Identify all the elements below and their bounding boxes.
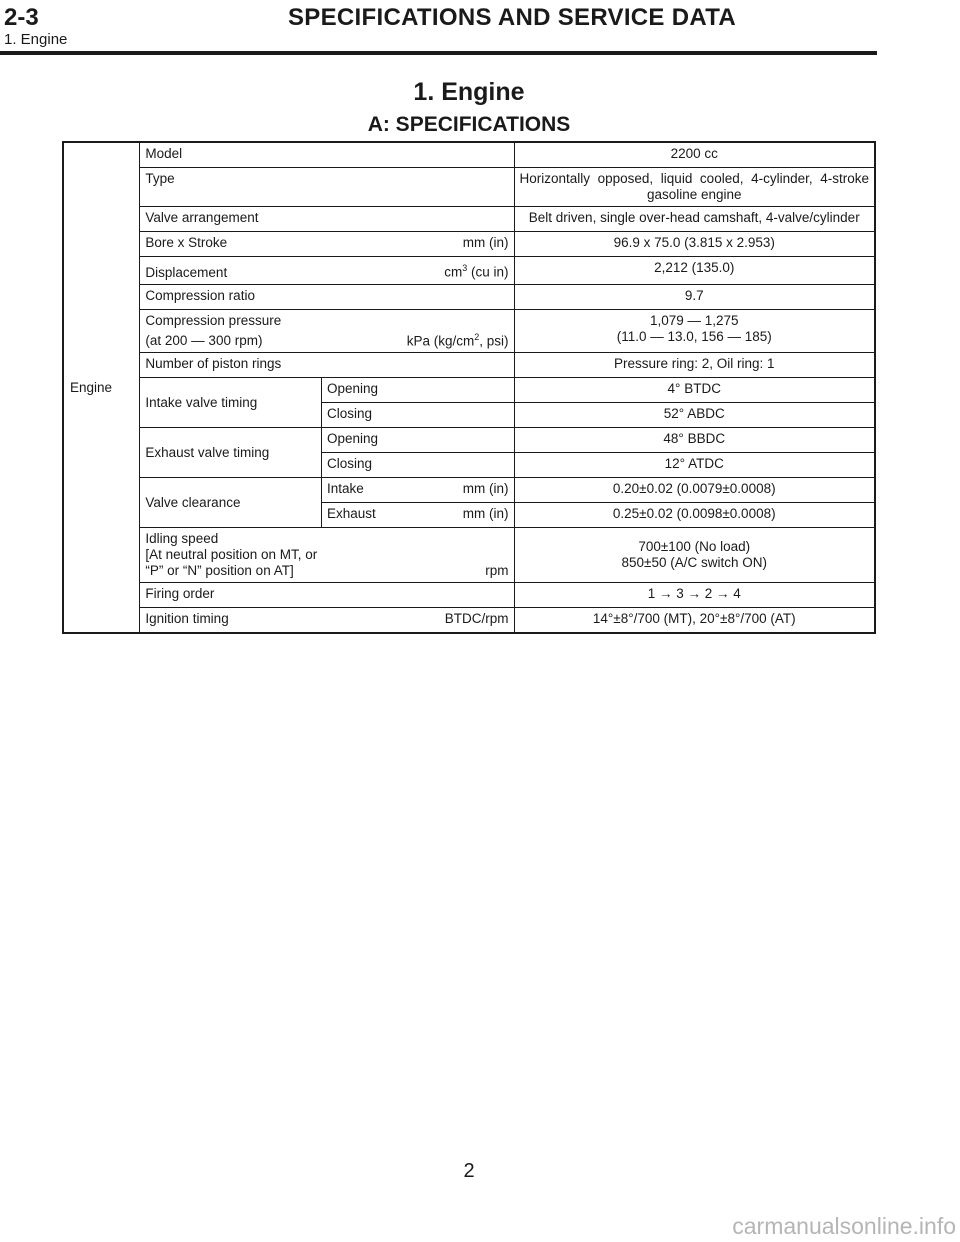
spec-value: 48° BBDC [514,428,875,453]
spec-label: Valve clearance [140,478,322,528]
value-line: Horizontally opposed, liquid cooled, 4-cylinder, 4-stroke [519,171,869,186]
spec-label: “P” or “N” position on AT] [145,563,294,578]
spec-label-cell [140,257,514,285]
spec-value: 0.20±0.02 (0.0079±0.0008) [514,478,875,503]
spec-value: 1,079 — 1,275 (11.0 — 13.0, 156 — 185) [514,309,875,353]
spec-label: Compression ratio [140,284,514,309]
spec-unit: rpm [485,563,509,578]
table-row [63,232,875,257]
table-row [63,583,875,608]
spec-label: (at 200 — 300 rpm) [145,333,263,348]
spec-label: Number of piston rings [140,353,514,378]
page-heading: 1. Engine [413,78,525,106]
spec-label: Ignition timing [145,611,229,626]
spec-label: Bore x Stroke [145,235,228,250]
spec-value: 52° ABDC [514,403,875,428]
table-row [63,257,875,285]
spec-value: 700±100 (No load) 850±50 (A/C switch ON) [514,528,875,583]
sub-label: Closing [321,403,514,428]
sub-label: Exhaust [326,506,376,521]
spec-label-cell [140,608,514,634]
spec-value: Belt driven, single over-head camshaft, 4-valve/cylinder [514,207,875,232]
spec-unit: $cm^3$ (cu in) [444,263,509,280]
spec-label: Compression pressure [145,312,282,328]
spec-value: 2,212 (135.0) [514,257,875,285]
table-row [63,353,875,378]
spec-value: 96.9 x 75.0 (3.815 x 2.953) [514,232,875,257]
spec-label: [At neutral position on MT, or [145,547,318,562]
value-line: gasoline engine [646,187,742,202]
section-subtitle: 1. Engine [4,31,68,48]
section-title: SPECIFICATIONS AND SERVICE DATA [288,4,737,31]
spec-value: 2200 cc [514,142,875,168]
spec-label-cell [140,232,514,257]
table-row [63,168,875,207]
table-row [63,428,875,453]
table-row [63,284,875,309]
spec-value: 1 → 3 → 2 → 4 [514,583,875,608]
group-label: Engine [63,142,140,633]
spec-value: 0.25±0.02 (0.0098±0.0008) [514,503,875,528]
sub-label-cell [321,478,514,503]
spec-label-cell [140,528,514,583]
spec-label: Displacement [145,264,228,280]
spec-unit: mm (in) [462,506,509,521]
table-row [63,207,875,232]
spec-value [514,168,875,207]
page-number: 2 [463,1160,475,1182]
spec-value: 14°±8°/700 (MT), 20°±8°/700 (AT) [514,608,875,634]
table-row [63,528,875,583]
spec-unit: kPa ($kg/cm^2$, psi) [406,331,509,348]
spec-value: Pressure ring: 2, Oil ring: 1 [514,353,875,378]
sub-label: Opening [321,378,514,403]
table-row [63,309,875,353]
spec-label: Type [140,168,514,207]
spec-label: Model [140,142,514,168]
spec-value: 4° BTDC [514,378,875,403]
spec-label: Valve arrangement [140,207,514,232]
spec-label: Exhaust valve timing [140,428,322,478]
table-row [63,378,875,403]
spec-label: Idling speed [145,531,219,546]
table-row [63,478,875,503]
spec-value: 12° ATDC [514,453,875,478]
sub-label: Intake [326,481,364,496]
section-heading: A: SPECIFICATIONS [367,113,571,136]
sub-label-cell [321,503,514,528]
spec-label: Intake valve timing [140,378,322,428]
spec-label-cell [140,309,514,353]
specifications-table [62,141,876,634]
table-row [63,142,875,168]
spec-value: 9.7 [514,284,875,309]
spec-unit: mm (in) [462,235,509,250]
table-row [63,608,875,634]
spec-label: Firing order [140,583,514,608]
watermark: carmanualsonline.info [732,1213,956,1239]
spec-unit: mm (in) [462,481,509,496]
spec-unit: BTDC/rpm [444,611,509,626]
sub-label: Opening [321,428,514,453]
sub-label: Closing [321,453,514,478]
section-code: 2-3 [4,4,39,31]
header-rule [0,51,877,55]
